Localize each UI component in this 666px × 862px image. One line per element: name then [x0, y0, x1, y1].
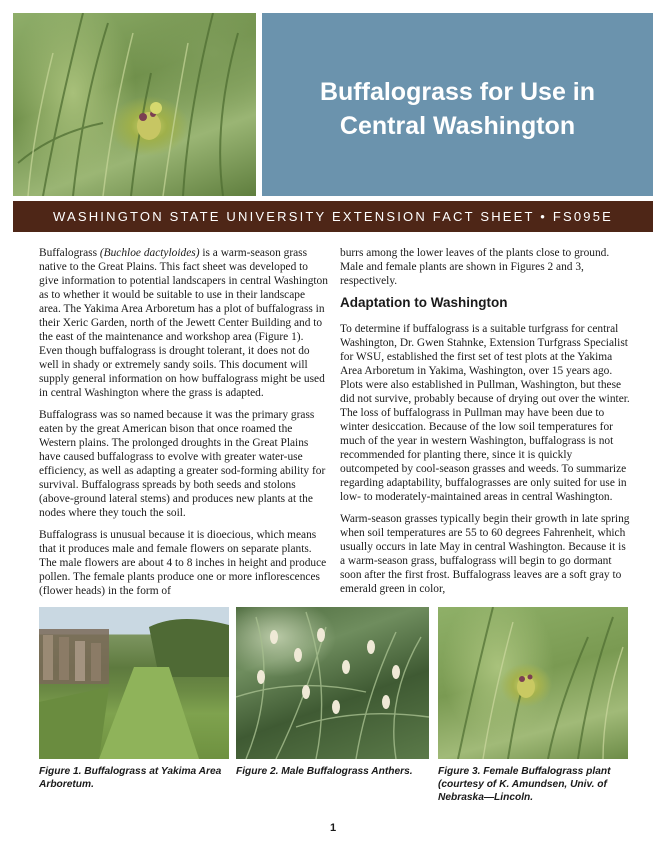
figure-1-photo [39, 607, 229, 759]
document-title [262, 75, 653, 143]
figure-1-caption: Figure 1. Buffalograss at Yakima Area Arboretum. [39, 766, 222, 790]
header-photo-female-buffalograss [13, 13, 256, 196]
section-heading-adaptation: Adaptation to Washington [340, 295, 508, 310]
species-name: (Buchloe dactyloides) [99, 247, 200, 259]
left-text-column [39, 246, 329, 606]
figure-2-photo [236, 607, 429, 759]
fact-sheet-banner: WASHINGTON STATE UNIVERSITY EXTENSION FACT SHEET • FS095E [13, 201, 653, 232]
intro-paragraph [39, 246, 329, 400]
right-text-column [340, 246, 632, 604]
title-line-2: Central Washington [339, 112, 576, 140]
figure-3-photo [438, 607, 628, 759]
page-number: 1 [329, 822, 337, 834]
figure-2-caption: Figure 2. Male Buffalograss Anthers. [236, 766, 413, 777]
title-panel [262, 13, 653, 196]
title-line-1: Buffalograss for Use in [319, 78, 596, 106]
intro-text-start: Buffalograss [39, 247, 100, 259]
history-paragraph: Buffalograss was so named because it was the primary grass eaten by the great American bison that once roamed the Western plains. The prolonged droughts in the Great Plains have caused buffalograss to evolve with greater water-use efficiency, as well as adapting a greater sod-forming ability for survival. Buffalograss spreads by both seeds and stolons (above-ground lateral stems) and produces new plants at the nodes where they touch the soil. [39, 409, 326, 519]
adaptation-paragraph: To determine if buffalograss is a suitable turfgrass for central Washington, Dr. Gwen Stahnke, Extension Turfgrass Specialist for WSU, established the first set of test plots at the Yakima Area Arboretum in Yakima, Washington, over 15 years ago. Plots were also established in Pullman, Washington, but these did not survive, probably because of drying out over the winter. The loss of buffalograss in Pullman may have been due to winter desiccation. Because of the low soil temperatures for much of the year in western Washington, buffalograss is not recommended for planting there, since it is quickly outcompeted by cool-season grasses and weeds. To summarize regarding adaptability, buffalograsses are only suited for use in low- to moderately-maintained areas in central Washington. [340, 323, 630, 503]
intro-text-rest: is a warm-season grass native to the Great Plains. This fact sheet was developed to give information to potential landscapers in central Washington as to whether it would be suitable to use in their landscape area. The Yakima Area Arboretum has a plot of buffalograss in their Xeric Garden, north of the Jewett Center Building and to the east of the maintenance and workshop area (Figure 1). Even though buffalograss is drought tolerant, it does not do well in shady or extremely sandy soils. This document will supply general information on how buffalograss might be used in central Washington where the grass is adapted. [39, 247, 328, 399]
burrs-paragraph: burrs among the lower leaves of the plants close to ground. Male and female plants are shown in Figures 2 and 3, respectively. [340, 247, 610, 287]
warm-season-paragraph: Warm-season grasses typically begin their growth in late spring when soil temperatures are 55 to 60 degrees Fahrenheit, which usually occurs in late May in central Washington. Because it is a warm-season grass, buffalograss will begin to go dormant soon after the first frost. Buffalograss leaves are a soft gray to emerald green in color, [340, 513, 630, 595]
figure-3-caption: Figure 3. Female Buffalograss plant (courtesy of K. Amundsen, Univ. of Nebraska—Lincoln. [438, 766, 611, 803]
dioecious-paragraph: Buffalograss is unusual because it is dioecious, which means that it produces male and female flowers on separate plants. The male flowers are about 4 to 8 inches in height and produce pollen. The female plants produce one or more inflorescences (flower heads) in the form of [39, 529, 327, 597]
